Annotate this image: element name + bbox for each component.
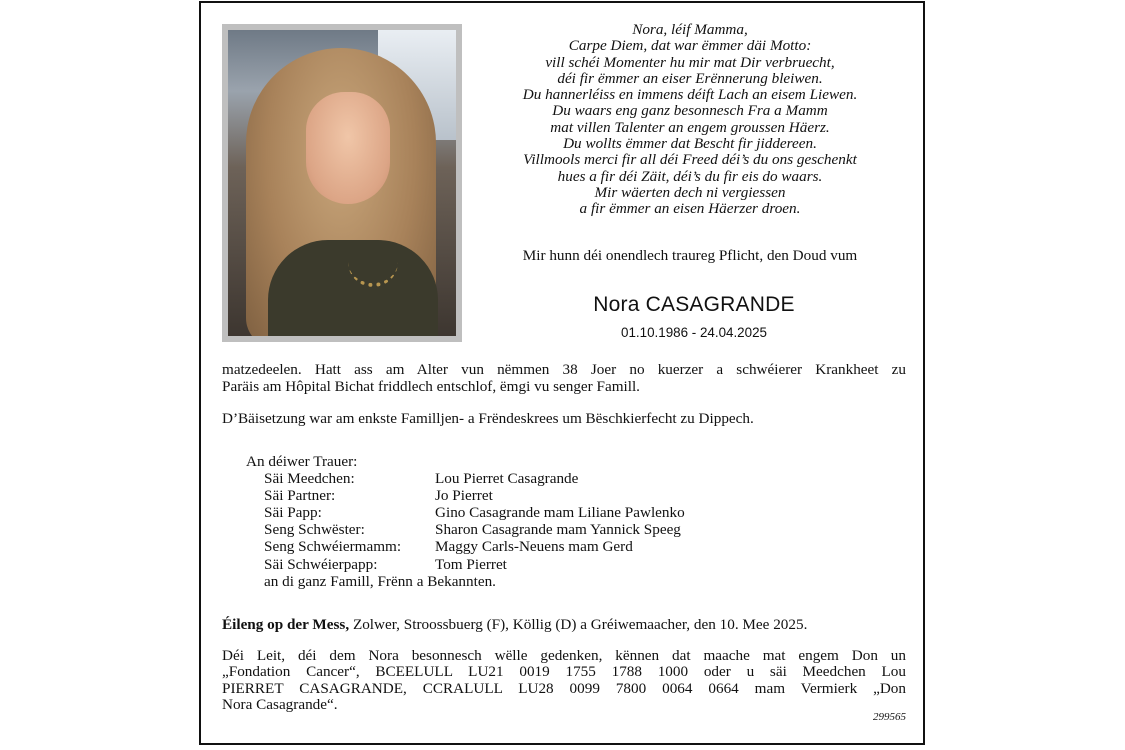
mourner-names: Jo Pierret (435, 487, 493, 505)
mourner-row (264, 538, 685, 555)
mass-details: Zolwer, Stroossbuerg (F), Köllig (D) a Gréiwemaacher, den 10. Mee 2025. (349, 616, 808, 633)
mourner-relation: Säi Meedchen: (264, 470, 355, 488)
mourner-row (264, 470, 685, 487)
mourner-names: Gino Casagrande mam Liliane Pawlenko (435, 504, 685, 522)
intro-text: Mir hunn déi onendlech traureg Pflicht, den Doud vum (522, 247, 858, 264)
mourner-relation: Säi Partner: (264, 487, 336, 505)
poem-line: vill schéi Momenter hu mir mat Dir verbruecht, (545, 53, 835, 71)
donation-line: „Fondation Cancer“, BCEELULL LU21 0019 1755 1788 1000 oder u säi Meedchen Lou (222, 663, 906, 681)
mourner-names: Maggy Carls-Neuens mam Gerd (435, 538, 633, 556)
poem (470, 22, 910, 218)
poem-line: Mir wäerten dech ni vergiessen (594, 183, 786, 201)
mourners-closing: an di ganz Famill, Frënn a Bekannten. (264, 572, 496, 590)
life-dates: 01.10.1986 - 24.04.2025 (621, 325, 767, 340)
mourner-row (264, 556, 685, 573)
mourner-names: Tom Pierret (435, 555, 507, 573)
poem-line: hues a fir déi Zäit, déi’s du fir eis do waars. (557, 167, 823, 185)
poem-line: Nora, léif Mamma, (632, 21, 748, 38)
poem-line: Du waars eng ganz besonnesch Fra a Mamm (552, 102, 828, 120)
reference-number: 299565 (873, 711, 906, 723)
mourner-names: Sharon Casagrande mam Yannick Speeg (435, 521, 681, 539)
mourners-list (246, 453, 685, 590)
mourner-row (264, 504, 685, 521)
mourner-relation: Seng Schwéiermamm: (264, 538, 402, 556)
mourner-relation: Säi Schwéierpapp: (264, 555, 378, 573)
mourner-row (264, 521, 685, 538)
mass-label: Éileng op der Mess, (222, 616, 350, 633)
donation-line: Nora Casagrande“. (222, 695, 338, 713)
mourner-names: Lou Pierret Casagrande (435, 470, 579, 488)
mass-line (222, 616, 807, 634)
announcement-paragraph (222, 362, 906, 395)
burial-paragraph: D’Bäisetzung war am enkste Familljen- a Frëndeskrees um Bëschkierfecht zu Dippech. (222, 410, 754, 427)
poem-line: Carpe Diem, dat war ëmmer däi Motto: (568, 37, 812, 55)
poem-line: Villmools merci fir all déi Freed déi’s du ons geschenkt (523, 151, 857, 169)
donation-paragraph (222, 648, 906, 713)
poem-line: déi fir ëmmer an eiser Erënnerung bleiwen. (557, 69, 823, 87)
poem-line: Du hannerléiss en immens déift Lach an eisem Liewen. (522, 86, 858, 104)
announcement-line: matzedeelen. Hatt ass am Alter vun nëmmen 38 Joer no kuerzer a schwéierer Krankheet zu (222, 361, 906, 378)
announcement-line: Paräis am Hôpital Bichat friddlech entschlof, ëmgi vu senger Famill. (222, 377, 640, 395)
mourner-row (264, 487, 685, 504)
portrait-photo (222, 24, 462, 342)
poem-line: mat villen Talenter an engem groussen Häerz. (550, 118, 830, 136)
mourners-heading: An déiwer Trauer: (246, 453, 358, 470)
donation-line: PIERRET CASAGRANDE, CCRALULL LU28 0099 7800 0064 0664 mam Vermierk „Don (222, 679, 906, 697)
poem-line: a fir ëmmer an eisen Häerzer droen. (579, 200, 801, 218)
mourner-relation: Säi Papp: (264, 504, 322, 522)
poem-line: Du wollts ëmmer dat Bescht fir jiddereen. (563, 135, 817, 153)
mourner-relation: Seng Schwëster: (264, 521, 365, 539)
donation-line: Déi Leit, déi dem Nora besonnesch wëlle gedenken, kënnen dat maache mat engem Don un (222, 647, 906, 664)
deceased-name: Nora CASAGRANDE (593, 293, 795, 316)
